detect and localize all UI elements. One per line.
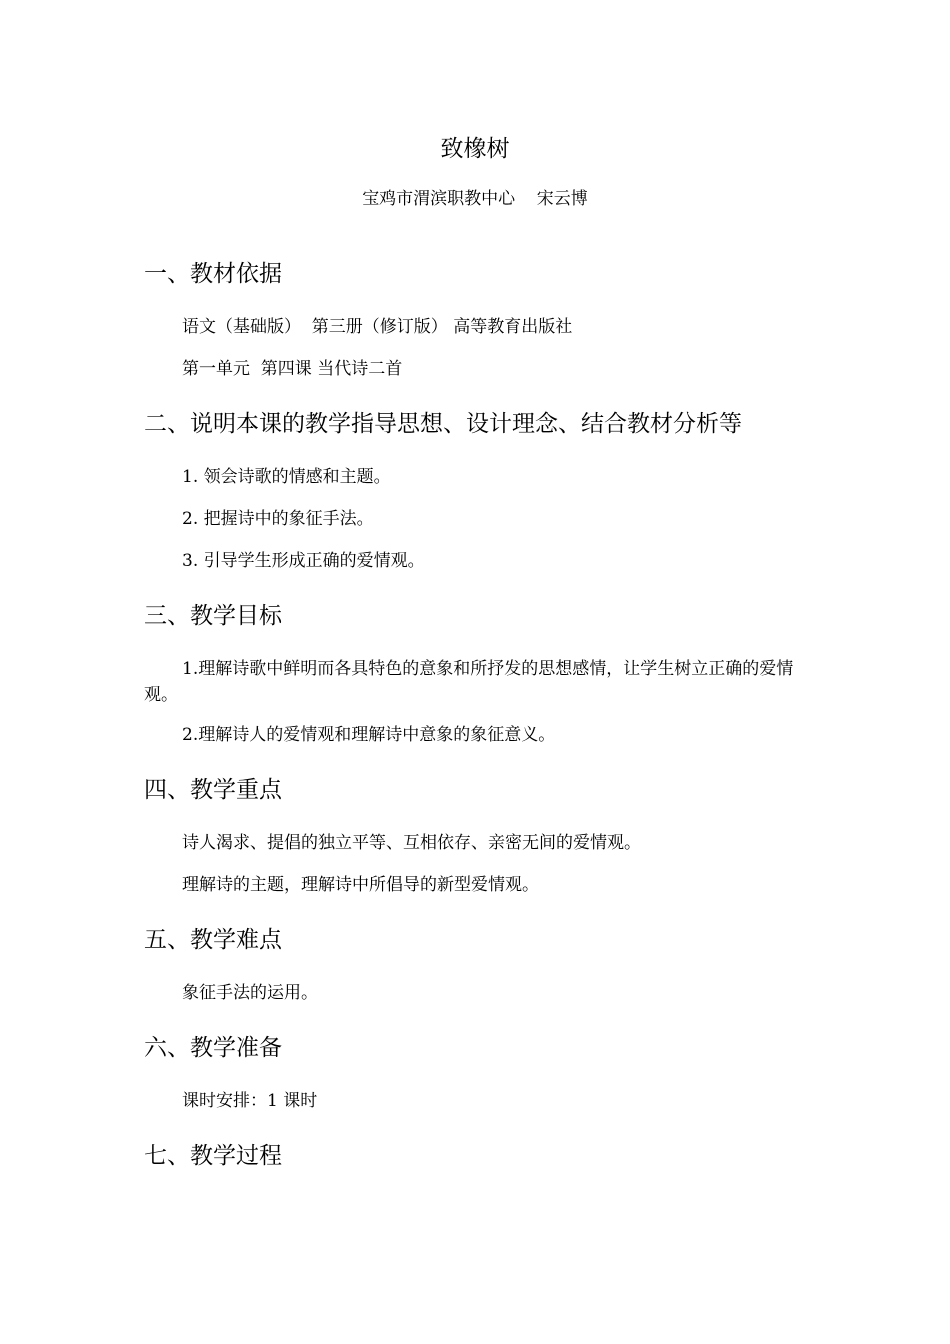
- section-3-paragraph-1: 1.理解诗歌中鲜明而各具特色的意象和所抒发的思想感情，让学生树立正确的爱情观。: [144, 659, 794, 705]
- section-2-paragraph-2: 2. 把握诗中的象征手法。: [182, 509, 374, 529]
- section-2-paragraph-1: 1. 领会诗歌的情感和主题。: [182, 467, 391, 487]
- section-4-paragraph-2: 理解诗的主题，理解诗中所倡导的新型爱情观。: [182, 875, 539, 895]
- section-1-paragraph-1: 语文（基础版） 第三册（修订版） 高等教育出版社: [182, 317, 573, 337]
- section-5-paragraph-1: 象征手法的运用。: [182, 983, 318, 1003]
- section-3-paragraph-2: 2.理解诗人的爱情观和理解诗中意象的象征意义。: [182, 725, 556, 745]
- section-heading-5: 五、教学难点: [144, 927, 282, 953]
- section-heading-6: 六、教学准备: [144, 1035, 282, 1061]
- section-heading-1: 一、教材依据: [144, 261, 282, 287]
- section-heading-2: 二、说明本课的教学指导思想、设计理念、结合教材分析等: [144, 411, 742, 437]
- document-title: 致橡树: [440, 136, 510, 162]
- section-4-paragraph-1: 诗人渴求、提倡的独立平等、互相依存、亲密无间的爱情观。: [182, 833, 641, 853]
- section-heading-4: 四、教学重点: [144, 777, 282, 803]
- section-1-paragraph-2: 第一单元 第四课 当代诗二首: [182, 359, 403, 379]
- section-heading-3: 三、教学目标: [144, 603, 282, 629]
- author-line: 宝鸡市渭滨职教中心 宋云博: [362, 189, 588, 209]
- section-2-paragraph-3: 3. 引导学生形成正确的爱情观。: [182, 551, 425, 571]
- section-6-paragraph-1: 课时安排：1 课时: [182, 1091, 318, 1111]
- section-heading-7: 七、教学过程: [144, 1143, 282, 1169]
